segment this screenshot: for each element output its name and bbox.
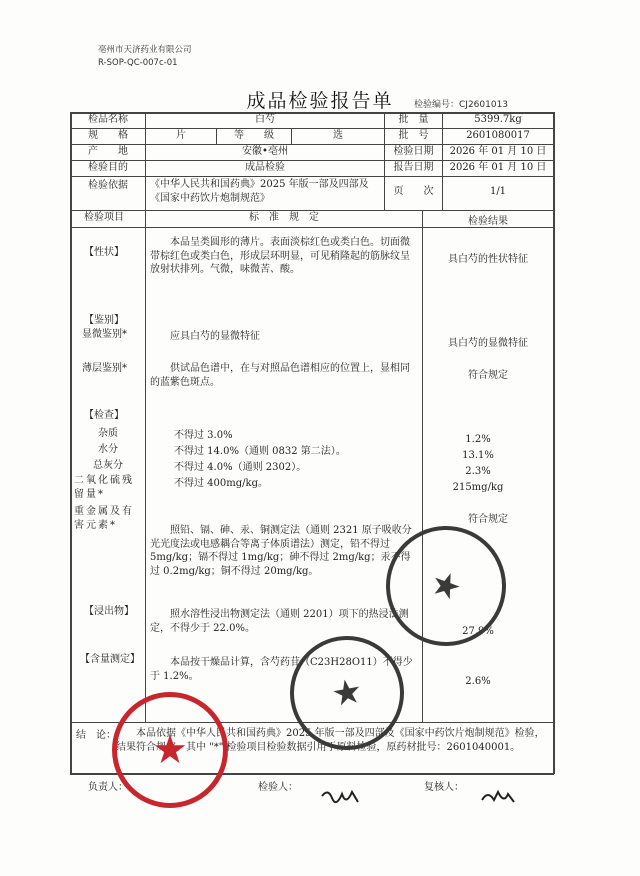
report-date: 2026 年 01 月 10 日 [449,162,547,173]
section-extract: 【浸出物】 [84,606,134,617]
impurity-result: 1.2% [465,434,491,445]
label-inspection-date: 检验日期 [393,146,434,157]
microscopic-result: 具白芍的显微特征 [448,338,528,349]
label-spec: 规 格 [88,130,128,141]
label-reviewer: 复核人： [424,782,464,793]
appearance-standard: 本品呈类圆形的薄片。表面淡棕红色或类白色。切面微带棕红色或类白色，形成层环明显，可见稍隆起的筋脉纹呈放射状排列。气微，味微苦、酸。 [150,237,410,275]
ash-standard: 不得过 4.0%（通则 2302）。 [174,462,307,473]
sulfur-dioxide-result: 215mg/kg [452,482,504,493]
section-inspection: 【检查】 [84,410,124,421]
inspection-basis: 《中华人民共和国药典》2025 年版一部及四部及《国家中药饮片炮制规范》 [150,179,369,204]
col-header-standard: 标 准 规 定 [249,212,319,223]
ash-result: 2.3% [465,466,491,477]
report-number: 检验编号：CJ2601013 [414,100,509,110]
label-product-name: 检品名称 [88,114,128,125]
extract-result: 27.9% [462,626,494,637]
label-conclusion: 结 论： [76,730,116,741]
label-batch: 批 号 [398,130,429,141]
label-sulfur-dioxide: 二氧化硫残留量* [74,475,134,500]
moisture-standard: 不得过 14.0%（通则 0832 第二法）。 [174,446,346,457]
quality-stamp: ★ [112,692,228,808]
purpose: 成品检验 [245,162,285,173]
inspection-stamp-2: ★ [281,627,413,759]
col-header-result: 检验结果 [468,216,508,227]
label-grade: 等 级 [234,130,274,141]
inspection-stamp-1: ★ [369,509,523,663]
section-appearance: 【性状】 [84,247,124,258]
label-responsible: 负责人： [88,782,128,793]
inspection-date: 2026 年 01 月 10 日 [449,146,547,157]
appearance-result: 具白芍的性状特征 [448,254,528,265]
quantity: 5399.7kg [474,114,522,125]
assay-standard: 本品按干燥品计算，含芍药苷（C23H28O11）不得少于 1.2%。 [150,657,413,682]
conclusion-text: 本品依据《中华人民共和国药典》2025 年版一部及四部及《国家中药饮片炮制规范》检验，结果符合规定。其中 "*" 检验项目检验数据引用于原料检验，原药材批号：2601040001。 [116,728,545,753]
col-header-item: 检验项目 [84,212,124,223]
impurity-standard: 不得过 3.0% [174,430,233,441]
section-identification: 【鉴别】 [84,315,124,326]
inspector-signature [318,784,362,812]
tlc-standard: 供试品色谱中，在与对照品色谱相应的位置上，显相同的蓝紫色斑点。 [150,363,410,388]
assay-result: 2.6% [465,676,491,687]
microscopic-standard: 应具白芍的显微特征 [170,331,260,342]
label-quantity: 批 量 [398,114,429,125]
extract-standard: 照水溶性浸出物测定法（通则 2201）项下的热浸法测定，不得少于 22.0%。 [150,609,409,634]
label-heavy-metals: 重金属及有害元素* [74,506,134,531]
document-code: R-SOP-QC-007c-01 [98,58,178,68]
moisture-result: 13.1% [462,450,494,461]
section-assay: 【含量测定】 [80,654,140,665]
page-number: 1/1 [489,186,507,197]
label-page: 页 次 [393,186,434,197]
label-origin: 产 地 [88,146,128,157]
label-basis: 检验依据 [88,180,128,191]
label-report-date: 报告日期 [393,162,434,173]
spec: 片 [176,130,186,141]
batch-number: 2601080017 [466,130,530,141]
label-microscopic: 显微鉴别* [82,329,127,340]
company-name: 亳州市天济药业有限公司 [98,45,192,55]
sulfur-dioxide-standard: 不得过 400mg/kg。 [174,478,268,489]
page-title: 成品检验报告单 [246,90,394,112]
label-ash: 总灰分 [93,460,123,471]
heavy-metals-standard: 照铅、镉、砷、汞、铜测定法（通则 2321 原子吸收分光光度法或电感耦合等离子体质谱法）测定，铅不得过 5mg/kg；镉不得过 1mg/kg；砷不得过 2mg/kg；汞不得过 0.2mg/kg；铜不得过 20mg/kg。 [150,525,412,577]
label-moisture: 水分 [98,444,118,455]
label-impurity: 杂质 [98,428,118,439]
tlc-result: 符合规定 [468,370,508,381]
product-name: 白芍 [255,114,275,125]
label-inspector: 检验人： [258,782,298,793]
grade: 选 [333,130,343,141]
label-tlc: 薄层鉴别* [82,363,127,374]
origin: 安徽•亳州 [242,146,288,157]
reviewer-signature [476,784,520,812]
heavy-metals-result: 符合规定 [468,514,508,525]
label-purpose: 检验目的 [88,162,128,173]
